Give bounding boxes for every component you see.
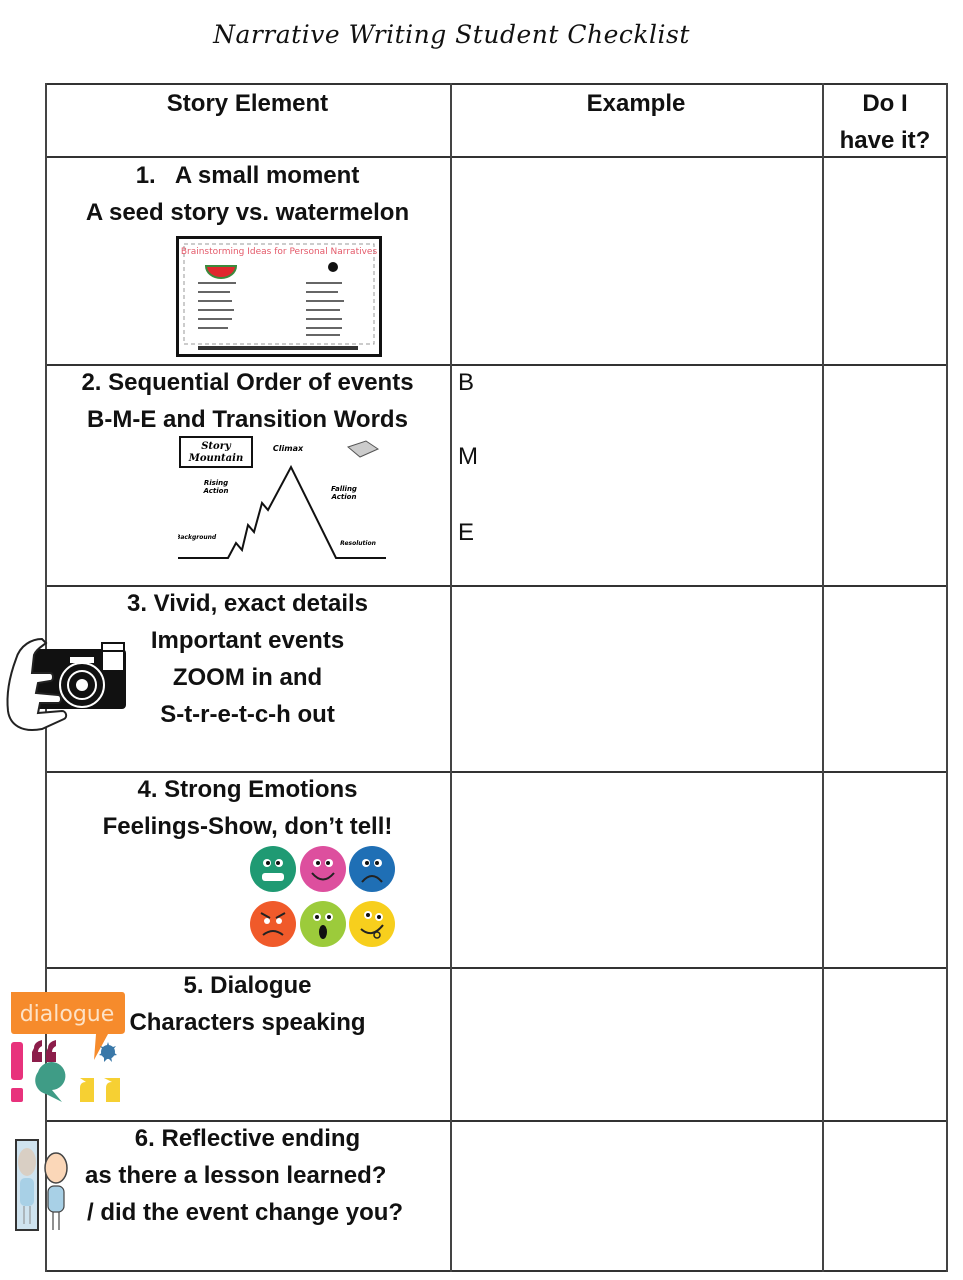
face-silly-icon bbox=[349, 901, 395, 947]
row-2-line-1: 2. Sequential Order of events bbox=[81, 369, 414, 396]
row-2-example-b: B bbox=[458, 369, 475, 396]
mirror-reflection-image bbox=[14, 1138, 74, 1233]
row-6-story-element bbox=[45, 1120, 450, 1231]
svg-text:Rising: Rising bbox=[203, 479, 229, 487]
header-have-it-line2: have it? bbox=[839, 127, 931, 154]
column-divider bbox=[822, 83, 824, 1272]
face-angry-icon bbox=[250, 901, 296, 947]
row-5-line-1: 5. Dialogue bbox=[183, 972, 312, 999]
svg-text:Climax: Climax bbox=[272, 444, 304, 453]
header-have-it bbox=[822, 85, 948, 159]
svg-text:Action: Action bbox=[331, 493, 357, 501]
dialogue-image bbox=[8, 990, 128, 1110]
svg-text:Mountain: Mountain bbox=[188, 453, 244, 464]
row-3-line-2: Important events bbox=[150, 627, 345, 654]
story-mountain-image bbox=[178, 435, 386, 560]
header-example: Example bbox=[586, 90, 686, 117]
row-3-line-3: ZOOM in and bbox=[172, 664, 323, 691]
svg-text:Background: Background bbox=[178, 534, 217, 541]
row-6-line-2: as there a lesson learned? bbox=[85, 1162, 387, 1189]
table-border-right bbox=[946, 83, 948, 1272]
row-2-example-e: E bbox=[458, 519, 475, 546]
header-have-it-line1: Do I bbox=[862, 90, 908, 117]
svg-text:Story: Story bbox=[201, 441, 231, 452]
row-1-line-2: A seed story vs. watermelon bbox=[85, 199, 410, 226]
row-1-story-element bbox=[45, 157, 450, 231]
svg-text:Resolution: Resolution bbox=[340, 540, 376, 547]
svg-text:Falling: Falling bbox=[331, 485, 357, 493]
row-4-line-2: Feelings-Show, don’t tell! bbox=[102, 813, 393, 840]
row-6-line-1: 6. Reflective ending bbox=[134, 1125, 361, 1152]
face-surprised-icon bbox=[300, 901, 346, 947]
row-4-line-1: 4. Strong Emotions bbox=[137, 776, 358, 803]
row-2-example-m: M bbox=[458, 443, 478, 470]
row-3-line-1: 3. Vivid, exact details bbox=[126, 590, 369, 617]
hand-camera-image bbox=[2, 633, 126, 738]
document-title: Narrative Writing Student Checklist bbox=[213, 20, 690, 49]
table-border-bottom bbox=[45, 1270, 948, 1272]
row-6-line-3: / did the event change you? bbox=[87, 1199, 404, 1226]
header-story-element: Story Element bbox=[166, 90, 329, 117]
svg-text:dialogue: dialogue bbox=[19, 1002, 115, 1027]
row-4-story-element bbox=[45, 771, 450, 845]
row-5-line-2: Characters speaking bbox=[129, 1009, 366, 1036]
row-2-line-2: B-M-E and Transition Words bbox=[87, 406, 408, 433]
row-1-line-1: 1. A small moment bbox=[135, 162, 360, 189]
brainstorming-poster-image bbox=[176, 236, 382, 357]
row-3-line-4: S-t-r-e-t-c-h out bbox=[160, 701, 335, 728]
face-happy-icon bbox=[300, 846, 346, 892]
svg-text:Action: Action bbox=[203, 487, 229, 495]
column-divider bbox=[450, 83, 452, 1272]
svg-text:Brainstorming Ideas for Person: Brainstorming Ideas for Personal Narratives bbox=[180, 247, 378, 257]
face-grimace-icon bbox=[250, 846, 296, 892]
row-2-story-element bbox=[45, 364, 450, 438]
checklist-table bbox=[45, 83, 948, 1272]
face-sad-icon bbox=[349, 846, 395, 892]
